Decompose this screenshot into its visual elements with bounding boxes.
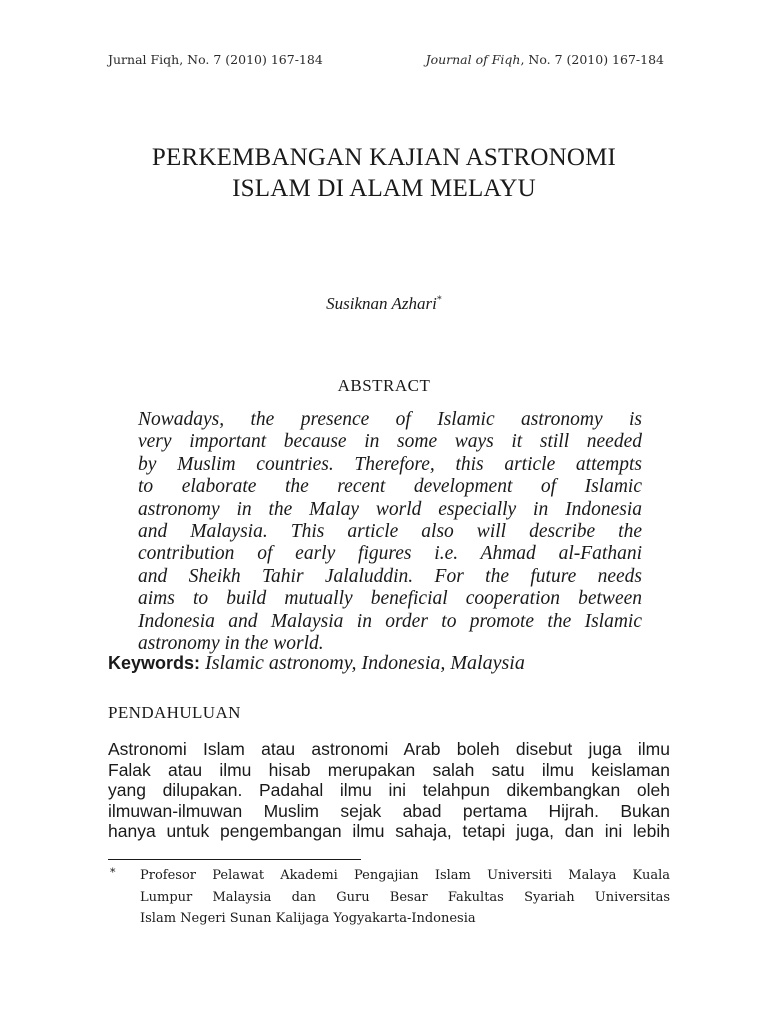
running-head-left: Jurnal Fiqh, No. 7 (2010) 167-184 <box>108 52 323 67</box>
abstract-line: and Malaysia. This article also will describe the <box>138 521 642 543</box>
keywords-line <box>108 652 525 675</box>
keywords-label: Keywords: <box>108 653 201 673</box>
paragraph-line: yang dilupakan. Padahal ilmu ini telahpun dikembangkan oleh <box>108 780 670 801</box>
paragraph-line: Falak atau ilmu hisab merupakan salah satu ilmu keislaman <box>108 759 670 780</box>
footnote-line: Profesor Pelawat Akademi Pengajian Islam Universiti Malaya Kuala <box>140 868 670 883</box>
footnote-line: Islam Negeri Sunan Kalijaga Yogyakarta-Indonesia <box>140 911 476 926</box>
abstract-line: astronomy in the world. <box>138 633 324 655</box>
running-head <box>108 52 664 67</box>
footnote-line: Lumpur Malaysia dan Guru Besar Fakultas Syariah Universitas <box>140 889 670 905</box>
author-footnote-mark: * <box>436 294 442 306</box>
intro-paragraph <box>108 739 670 842</box>
abstract-line: contribution of early figures i.e. Ahmad al-Fathani <box>138 543 642 565</box>
abstract-line: astronomy in the Malay world especially in Indonesia <box>138 498 642 520</box>
footnote-mark: * <box>110 866 116 879</box>
abstract-line: by Muslim countries. Therefore, this article attempts <box>138 453 642 475</box>
running-head-issue: , No. 7 (2010) 167-184 <box>520 52 664 67</box>
abstract-line: aims to build mutually beneficial cooperation between <box>138 588 642 610</box>
footnote-divider <box>108 859 361 860</box>
running-head-right <box>426 52 664 67</box>
paragraph-line: hanya untuk pengembangan ilmu sahaja, tetapi juga, dan ini lebih <box>108 821 670 842</box>
abstract-heading: ABSTRACT <box>337 376 431 395</box>
running-head-journal: Journal of Fiqh <box>425 52 521 67</box>
author-line <box>0 294 768 314</box>
author-name: Susiknan Azhari <box>326 294 437 313</box>
abstract-body <box>138 409 642 655</box>
abstract-line: very important because in some ways it still needed <box>138 431 642 453</box>
keywords-value: Islamic astronomy, Indonesia, Malaysia <box>205 652 525 674</box>
paragraph-line: Astronomi Islam atau astronomi Arab boleh disebut juga ilmu <box>108 739 670 759</box>
paragraph-line: ilmuwan-ilmuwan Muslim sejak abad pertama Hijrah. Bukan <box>108 800 670 821</box>
section-heading: PENDAHULUAN <box>108 703 241 722</box>
title-line-1: PERKEMBANGAN KAJIAN ASTRONOMI <box>151 144 617 171</box>
title-line-2: ISLAM DI ALAM MELAYU <box>232 175 536 202</box>
abstract-line: Nowadays, the presence of Islamic astronomy is <box>138 409 642 430</box>
abstract-line: and Sheikh Tahir Jalaluddin. For the future needs <box>138 565 642 587</box>
abstract-line: to elaborate the recent development of Islamic <box>138 476 642 498</box>
article-title <box>90 142 678 204</box>
abstract-line: Indonesia and Malaysia in order to promote the Islamic <box>138 610 642 632</box>
footnote-text <box>140 865 670 930</box>
